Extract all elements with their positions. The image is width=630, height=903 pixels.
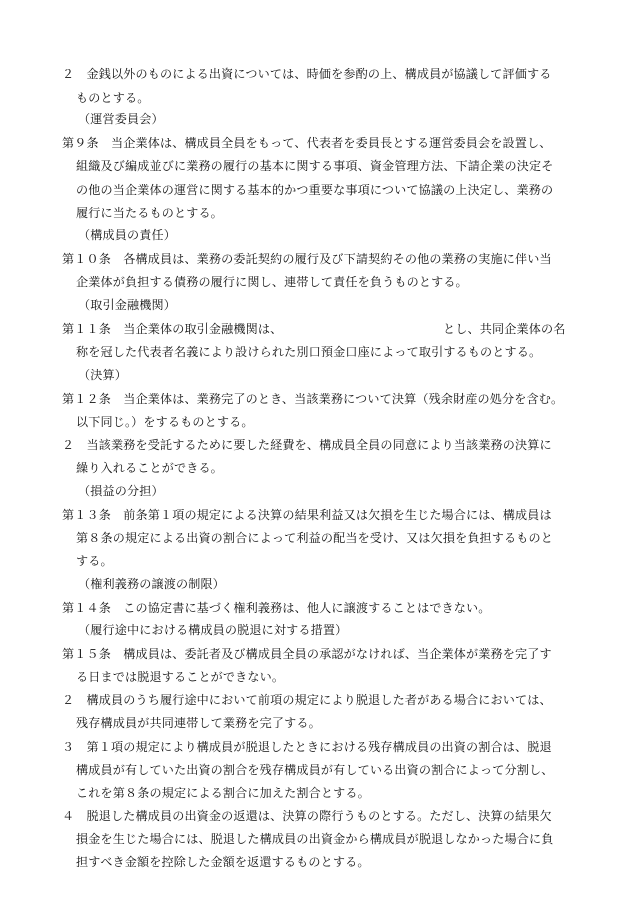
section-heading: （権利義務の譲渡の制限） — [78, 577, 225, 591]
text-line: 第８条の規定による出資の割合によって利益の配当を受け、又は欠損を負担するものと — [76, 531, 554, 545]
section-heading: （構成員の責任） — [78, 228, 176, 242]
article-line: 第１２条 当企業体は、業務完了のとき、当該業務について決算（残余財産の処分を含む。 — [62, 392, 564, 406]
text-line: 以下同じ。）をするものとする。 — [76, 415, 254, 429]
text-line: 履行に当たるものとする。 — [76, 206, 223, 220]
text-line: 残存構成員が共同連帯して業務を完了する。 — [76, 716, 321, 730]
text-line: 繰り入れることができる。 — [76, 461, 223, 475]
text-line: 組織及び編成並びに業務の履行の基本に関する事項、資金管理方法、下請企業の決定そ — [76, 159, 554, 173]
article-line: 第９条 当企業体は、構成員全員をもって、代表者を委員長とする運営委員会を設置し、 — [62, 136, 552, 150]
article-line: 第１１条 当企業体の取引金融機関は、 — [62, 322, 283, 336]
section-heading: （履行途中における構成員の脱退に対する措置） — [78, 623, 348, 637]
text-line: る日までは脱退することができない。 — [76, 670, 285, 684]
text-line: ２ 金銭以外のものによる出資については、時価を参酌の上、構成員が協議して評価する — [62, 67, 552, 81]
text-line: とし、共同企業体の名 — [443, 322, 566, 336]
section-heading: （決算） — [78, 368, 127, 382]
text-line: の他の当企業体の運営に関する基本的かつ重要な事項について協議の上決定し、業務の — [76, 183, 554, 197]
section-heading: （運営委員会） — [78, 112, 164, 126]
paragraph-line: ３ 第１項の規定により構成員が脱退したときにおける残存構成員の出資の割合は、脱退 — [62, 740, 552, 754]
text-line: 企業体が負担する債務の履行に関し、連帯して責任を負うものとする。 — [76, 275, 468, 289]
text-line: 損金を生じた場合には、脱退した構成員の出資金から構成員が脱退しなかった場合に負 — [76, 832, 554, 846]
text-line: 構成員が有していた出資の割合を残存構成員が有している出資の割合によって分割し、 — [76, 763, 554, 777]
article-line: 第１３条 前条第１項の規定による決算の結果利益又は欠損を生じた場合には、構成員は — [62, 508, 552, 522]
text-line: 称を冠した代表者名義により設けられた別口預金口座によって取引するものとする。 — [76, 345, 542, 359]
text-line: ものとする。 — [76, 91, 150, 105]
paragraph-line: ２ 構成員のうち履行途中において前項の規定により脱退した者がある場合においては、 — [62, 693, 552, 707]
section-heading: （取引金融機関） — [78, 298, 176, 312]
article-line: 第１５条 構成員は、委託者及び構成員全員の承認がなければ、当企業体が業務を完了す — [62, 647, 552, 661]
paragraph-line: ４ 脱退した構成員の出資金の返還は、決算の際行うものとする。ただし、決算の結果欠 — [62, 809, 552, 823]
text-line: する。 — [76, 554, 113, 568]
article-line: 第１４条 この協定書に基づく権利義務は、他人に譲渡することはできない。 — [62, 601, 491, 615]
text-line: 担すべき金額を控除した金額を返還するものとする。 — [76, 855, 370, 869]
article-line: 第１０条 各構成員は、業務の委託契約の履行及び下請契約その他の業務の実施に伴い当 — [62, 252, 552, 266]
text-line: これを第８条の規定による割合に加えた割合とする。 — [76, 786, 370, 800]
section-heading: （損益の分担） — [78, 484, 164, 498]
paragraph-line: ２ 当該業務を受託するために要した経費を、構成員全員の同意により当該業務の決算に — [62, 438, 552, 452]
